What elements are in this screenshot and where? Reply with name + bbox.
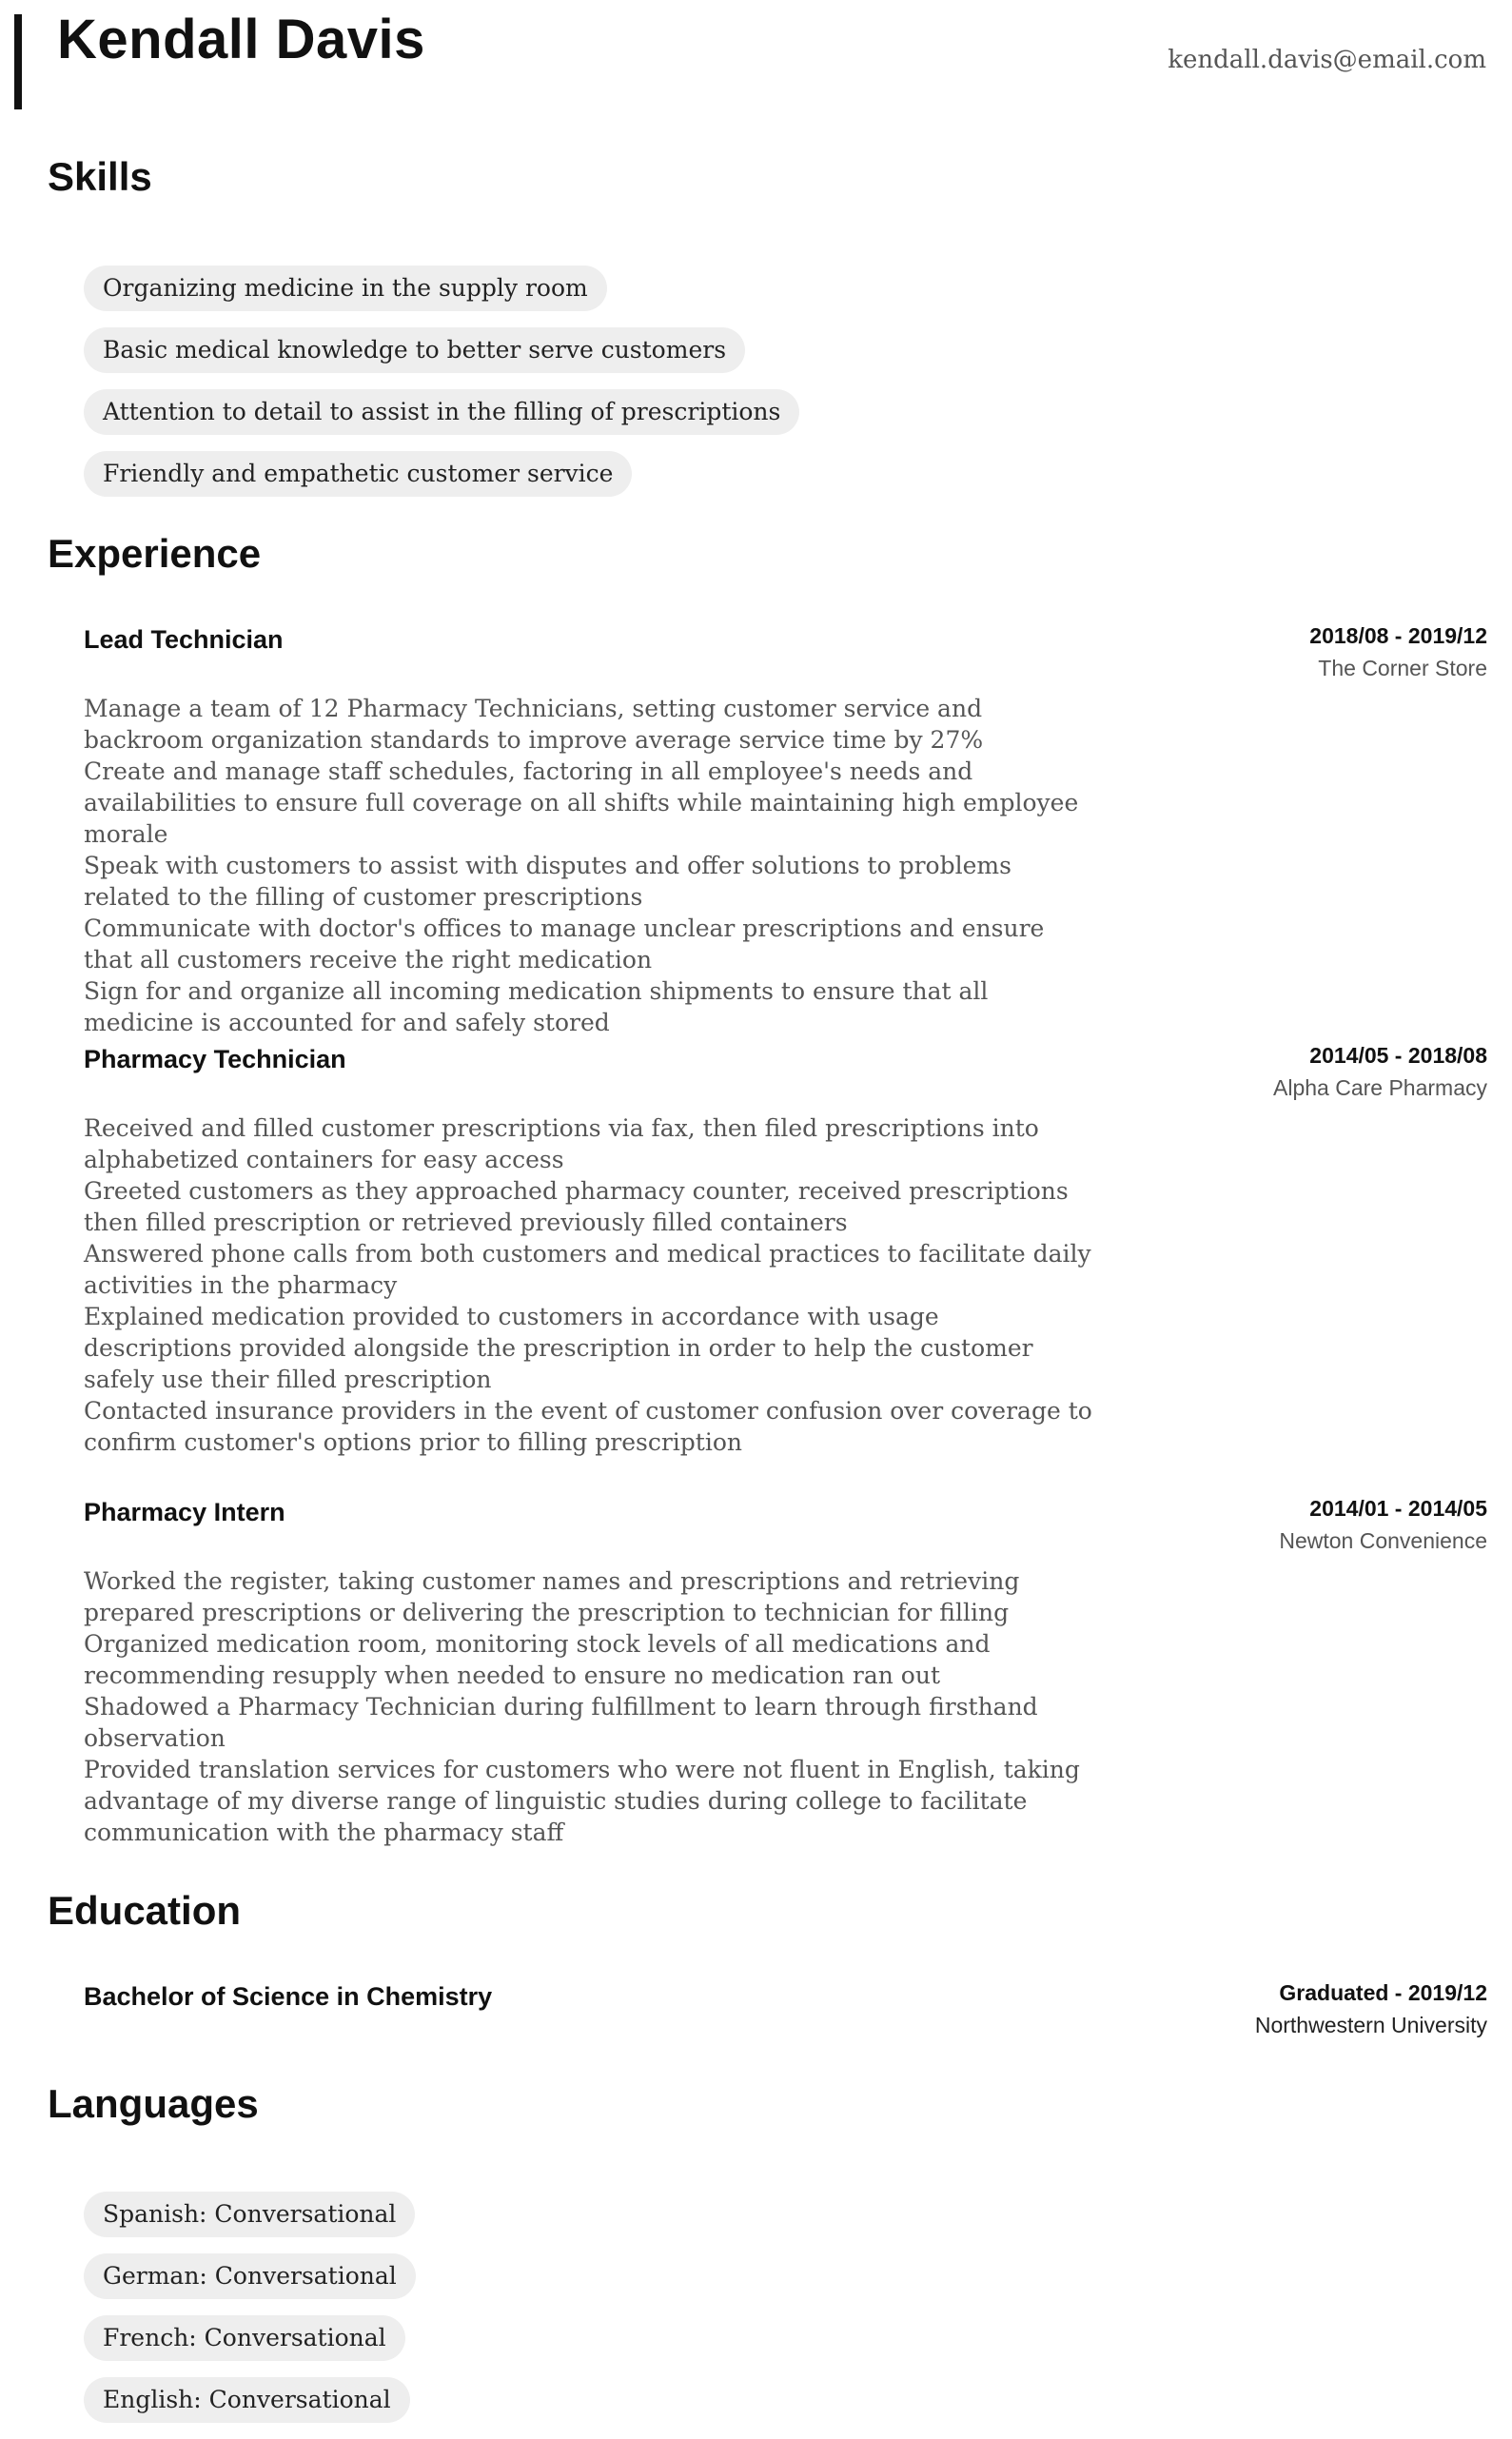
job-company: The Corner Store	[1318, 656, 1487, 680]
job-title: Lead Technician	[84, 625, 284, 654]
job-bullet: Answered phone calls from both customers and medical practices to facilitate daily activities in the pharmacy	[84, 1240, 1091, 1299]
job-company: Alpha Care Pharmacy	[1273, 1075, 1487, 1100]
education-heading: Education	[48, 1888, 242, 1933]
languages-list	[84, 2192, 416, 2439]
job-bullet: Shadowed a Pharmacy Technician during fulfillment to learn through firsthand observation	[84, 1693, 1038, 1752]
language-pill: Spanish: Conversational	[84, 2192, 415, 2237]
job-bullet: Contacted insurance providers in the event of customer confusion over coverage to confirm customer's options prior to filling prescription	[84, 1397, 1092, 1456]
skill-pill: Friendly and empathetic customer service	[84, 451, 632, 497]
job-dates: 2014/05 - 2018/08	[1309, 1043, 1487, 1068]
job-bullet: Worked the register, taking customer names and prescriptions and retrieving prepared prescriptions or delivering the prescription to technician for filling	[84, 1567, 1020, 1626]
candidate-name: Kendall Davis	[57, 9, 425, 70]
job-bullet: Create and manage staff schedules, factoring in all employee's needs and availabilities to ensure full coverage on all shifts while maintaining high employee morale	[84, 757, 1079, 848]
job-company: Newton Convenience	[1279, 1528, 1487, 1553]
job-description	[84, 693, 1092, 1038]
email-link[interactable]: kendall.davis@email.com	[1168, 46, 1486, 74]
accent-bar	[14, 14, 22, 109]
job-bullet: Speak with customers to assist with disputes and offer solutions to problems related to the filling of customer prescriptions	[84, 852, 1011, 911]
graduation-date: Graduated - 2019/12	[1279, 1980, 1487, 2005]
skill-pill: Organizing medicine in the supply room	[84, 266, 607, 311]
language-pill: English: Conversational	[84, 2377, 410, 2423]
job-dates: 2018/08 - 2019/12	[1309, 623, 1487, 648]
job-bullet: Greeted customers as they approached pharmacy counter, received prescriptions then filled prescription or retrieved previously filled containers	[84, 1177, 1069, 1236]
language-pill: German: Conversational	[84, 2253, 416, 2299]
job-bullet: Explained medication provided to customers in accordance with usage descriptions provided alongside the prescription in order to help the customer safely use their filled prescription	[84, 1303, 1033, 1393]
degree-title: Bachelor of Science in Chemistry	[84, 1982, 493, 2011]
school-name: Northwestern University	[1254, 2013, 1487, 2037]
job-title: Pharmacy Intern	[84, 1498, 285, 1526]
job-description	[84, 1565, 1092, 1848]
skill-pill: Attention to detail to assist in the filling of prescriptions	[84, 389, 799, 435]
job-bullet: Communicate with doctor's offices to manage unclear prescriptions and ensure that all customers receive the right medication	[84, 915, 1045, 974]
job-dates: 2014/01 - 2014/05	[1309, 1496, 1487, 1521]
job-bullet: Manage a team of 12 Pharmacy Technicians, setting customer service and backroom organization standards to improve average service time by 27%	[84, 695, 984, 754]
experience-heading: Experience	[48, 531, 262, 576]
job-bullet: Sign for and organize all incoming medication shipments to ensure that all medicine is accounted for and safely stored	[84, 977, 989, 1036]
job-bullet: Received and filled customer prescriptions via fax, then filed prescriptions into alphabetized containers for easy access	[84, 1114, 1039, 1173]
job-title: Pharmacy Technician	[84, 1045, 346, 1073]
job-bullet: Provided translation services for customers who were not fluent in English, taking advantage of my diverse range of linguistic studies during college to facilitate communication with the pharmacy staff	[84, 1756, 1080, 1846]
job-description	[84, 1112, 1092, 1458]
language-pill: French: Conversational	[84, 2315, 405, 2361]
skill-pill: Basic medical knowledge to better serve customers	[84, 327, 745, 373]
skills-list	[84, 266, 799, 513]
languages-heading: Languages	[48, 2081, 259, 2126]
skills-heading: Skills	[48, 154, 152, 199]
job-bullet: Organized medication room, monitoring stock levels of all medications and recommending resupply when needed to ensure no medication ran out	[84, 1630, 991, 1689]
